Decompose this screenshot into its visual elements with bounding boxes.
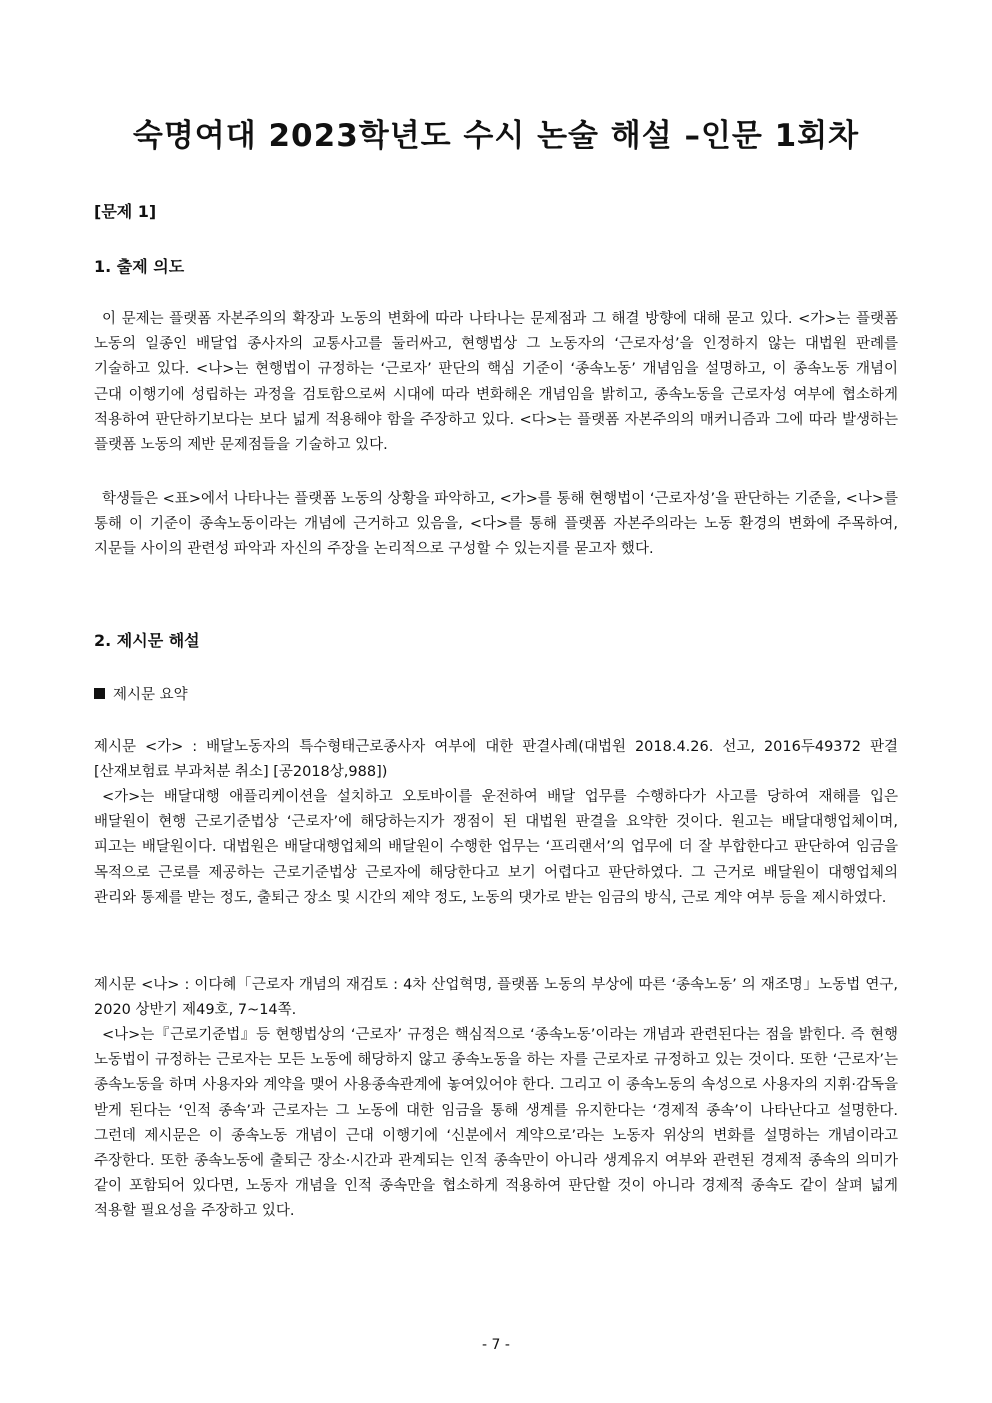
section-heading-intent: 1. 출제 의도 (94, 257, 185, 276)
summary-label (94, 683, 188, 704)
intent-paragraph-1: 이 문제는 플랫폼 자본주의의 확장과 노동의 변화에 따라 나타나는 문제점과 그 해결 방향에 대해 묻고 있다. <가>는 플랫폼 노동의 일종인 배달업 종사자의 교통사고를 둘러싸고, 현행법상 그 노동자의 ‘근로자성’을 인정하지 않는 대법원 판례를 기술하고 있다. <나>는 현행법이 규정하는 ‘근로자’ 판단의 핵심 기준이 ‘종속노동’ 개념임을 설명하고, 이 종속노동 개념이 근대 이행기에 성립하는 과정을 검토함으로써 시대에 따라 변화해온 개념임을 밝히고, 종속노동을 근로자성 여부에 협소하게 적용하여 판단하기보다는 보다 넓게 적용해야 함을 주장하고 있다. <다>는 플랫폼 자본주의의 매커니즘과 그에 따라 발생하는 플랫폼 노동의 제반 문제점들을 기술하고 있다. (94, 311, 898, 454)
page-number: - 7 - (482, 1337, 510, 1353)
problem-label: [문제 1] (94, 202, 157, 221)
passage-ga-citation: 제시문 <가> : 배달노동자의 특수형태근로종사자 여부에 대한 판결사례(대법원 2018.4.26. 선고, 2016두49372 판결 [산재보험료 부과처분 취소] [공2018상,988]) (94, 739, 898, 781)
summary-label-text: 제시문 요약 (113, 687, 188, 703)
passage-na-citation: 제시문 <나> : 이다혜「근로자 개념의 재검토 : 4차 산업혁명, 플랫폼 노동의 부상에 따른 ‘종속노동’ 의 재조명」노동법 연구, 2020 상반기 제49호, 7~14쪽. (94, 977, 898, 1019)
document-title: 숙명여대 2023학년도 수시 논술 해설 –인문 1회차 (132, 118, 860, 154)
section-heading-passages: 2. 제시문 해설 (94, 631, 200, 650)
passage-na-body: <나>는『근로기준법』등 현행법상의 ‘근로자’ 규정은 핵심적으로 ‘종속노동’이라는 개념과 관련된다는 점을 밝힌다. 즉 현행 노동법이 규정하는 근로자는 모든 노동에 해당하지 않고 종속노동을 하는 자를 근로자로 규정하고 있는 것이다. 또한 ‘근로자’는 종속노동을 하며 사용자와 계약을 맺어 사용종속관계에 놓여있어야 한다. 그리고 이 종속노동의 속성으로 사용자의 지휘·감독을 받게 된다는 ‘인적 종속’과 근로자는 그 노동에 대한 임금을 통해 생계를 유지한다는 ‘경제적 종속’이 나타난다고 설명한다. 그런데 제시문은 이 종속노동 개념이 근대 이행기에 ‘신분에서 계약으로’라는 노동자 위상의 변화를 설명하는 개념이라고 주장한다. 또한 종속노동에 출퇴근 장소·시간과 관계되는 인적 종속만이 아니라 생계유지 여부와 관련된 경제적 종속의 의미가 같이 포함되어 있다면, 노동자 개념을 인적 종속만을 협소하게 적용하여 판단할 것이 아니라 경제적 종속도 같이 살펴 넓게 적용할 필요성을 주장하고 있다. (94, 1027, 898, 1220)
intent-paragraph-2: 학생들은 <표>에서 나타나는 플랫폼 노동의 상황을 파악하고, <가>를 통해 현행법이 ‘근로자성’을 판단하는 기준을, <나>를 통해 이 기준이 종속노동이라는 개념에 근거하고 있음을, <다>를 통해 플랫폼 자본주의라는 노동 환경의 변화에 주목하여, 지문들 사이의 관련성 파악과 자신의 주장을 논리적으로 구성할 수 있는지를 묻고자 했다. (94, 491, 898, 558)
passage-ga-body: <가>는 배달대행 애플리케이션을 설치하고 오토바이를 운전하여 배달 업무를 수행하다가 사고를 당하여 재해를 입은 배달원이 현행 근로기준법상 ‘근로자’에 해당하는지가 쟁점이 된 대법원 판결을 요약한 것이다. 원고는 배달대행업체이며, 피고는 배달원이다. 대법원은 배달대행업체의 배달원이 수행한 업무는 ‘프리랜서’의 업무에 더 잘 부합한다고 판단하여 임금을 목적으로 근로를 제공하는 근로기준법상 근로자에 해당한다고 보기 어렵다고 판단하였다. 그 근거로 배달원이 대행업체의 관리와 통제를 받는 정도, 출퇴근 장소 및 시간의 제약 정도, 노동의 댓가로 받는 임금의 방식, 근로 계약 여부 등을 제시하였다. (94, 789, 898, 906)
square-bullet-icon (94, 688, 105, 699)
